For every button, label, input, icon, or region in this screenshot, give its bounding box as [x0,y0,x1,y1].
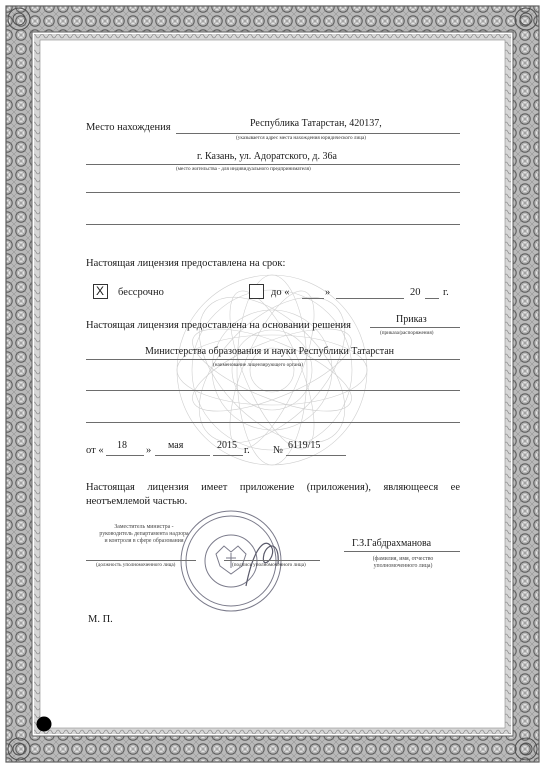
date-day: 18 [117,440,127,451]
underline [86,359,460,360]
underline [86,192,460,193]
underline [213,455,243,456]
underline [106,455,144,456]
name-caption-line1: (фамилия, имя, отчество [372,556,434,562]
underline [86,390,460,391]
underline [336,298,404,299]
underline [224,560,320,561]
position-line2: руководитель департамента надзора [99,531,189,538]
date-from-label: от « [86,445,104,456]
name-caption-line2: уполномоченного лица) [373,563,433,570]
until-quote-close: » [325,287,331,298]
name-caption [360,556,446,570]
appendix-line1: Настоящая лицензия имеет приложение (приложения), являющееся ее [86,482,460,493]
basis-authority: Министерства образования и науки Республики Татарстан [145,346,394,357]
position-line3: и контроля в сфере образования [104,538,184,545]
location-label: Место нахождения [86,122,171,133]
underline [86,164,460,165]
underline [86,560,196,561]
basis-doc-type: Приказ [396,314,427,325]
date-year-suffix: г. [244,445,250,456]
decree-number: 6119/15 [288,440,321,451]
until-label: до « [271,287,290,298]
underline [370,327,460,328]
signatory-name: Г.З.Габдрахманова [352,538,432,549]
basis-label: Настоящая лицензия предоставлена на основании решения [86,320,351,331]
term-label: Настоящая лицензия предоставлена на срок: [86,258,286,269]
underline [344,551,460,552]
date-month: мая [168,440,184,451]
location-line1-caption: (указывается адрес места нахождения юридического лица) [236,135,367,141]
date-year: 2015 [217,440,237,451]
punch-hole [37,717,52,732]
basis-authority-caption: (наименование лицензирующего органа) [213,362,304,368]
location-line2: г. Казань, ул. Адоратского, д. 36а [197,151,337,162]
underline [302,298,324,299]
checkmark-x-icon: X [96,284,105,298]
position-caption: (должность уполномоченного лица) [96,562,176,568]
stamp-place-label: М. П. [88,614,113,625]
number-label: № [273,445,284,456]
underline [286,455,346,456]
signature-caption: (подпись уполномоченного лица) [232,562,306,568]
year-prefix: 20 [410,287,421,298]
basis-doc-type-caption: (приказа/распоряжения) [380,330,434,336]
unlimited-label: бессрочно [118,287,164,298]
date-quote-close: » [146,445,152,456]
until-checkbox[interactable] [249,284,264,299]
unlimited-checkbox[interactable] [93,284,108,299]
official-seal [176,506,296,616]
position-line1: Заместитель министра - [114,524,174,530]
location-line2-caption: (место жительства - для индивидуального предпринимателя) [176,166,311,172]
underline [86,422,460,423]
year-suffix: г. [443,287,449,298]
underline [86,224,460,225]
location-line1: Республика Татарстан, 420137, [250,118,382,129]
underline [155,455,210,456]
appendix-line2: неотъемлемой частью. [86,496,188,507]
underline [425,298,439,299]
signatory-position [97,524,191,546]
underline [176,133,460,134]
